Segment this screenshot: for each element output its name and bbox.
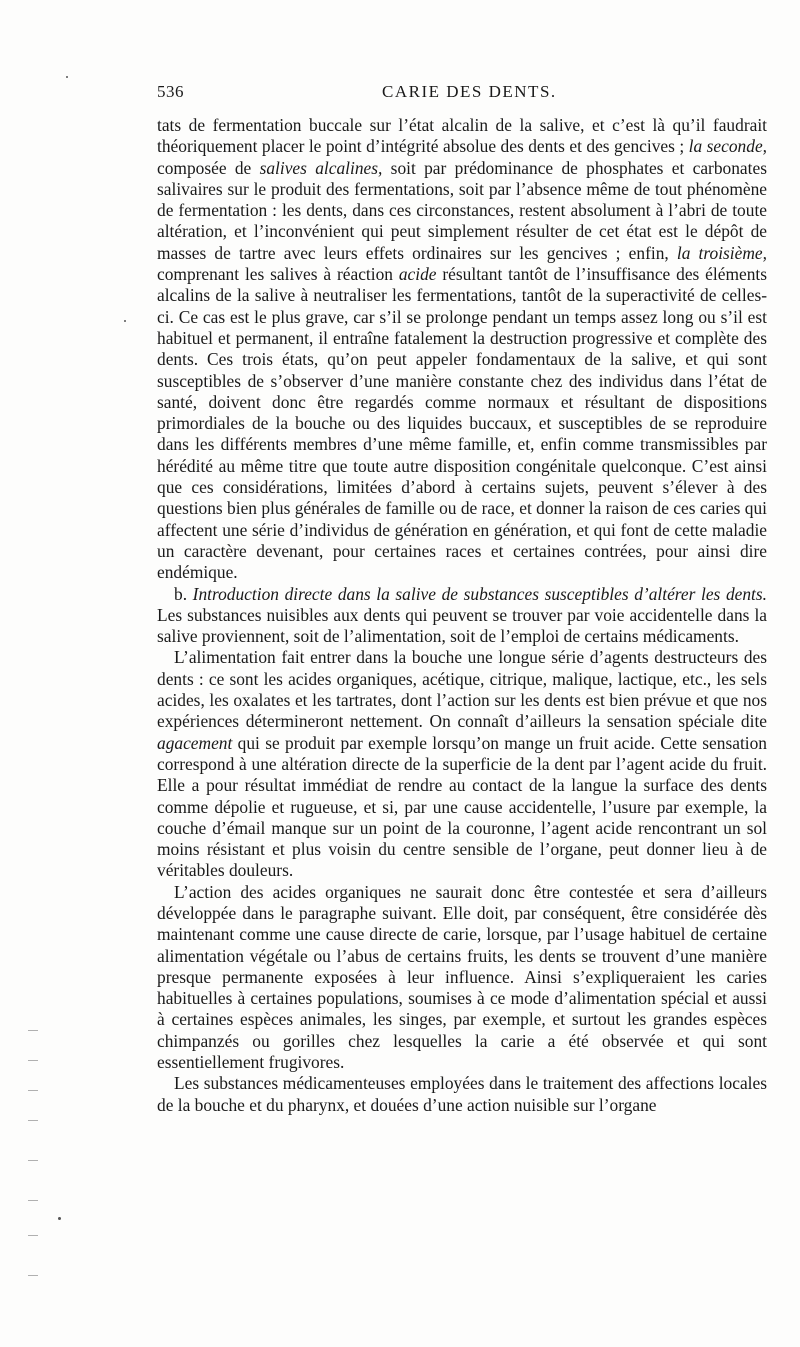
margin-dot (124, 320, 126, 322)
italic-text: acide (398, 264, 437, 285)
margin-mark (28, 1235, 38, 1236)
margin-mark (28, 1275, 38, 1276)
paragraph-p3 (157, 647, 767, 881)
paragraph-p4 (157, 882, 767, 1074)
margin-mark (28, 1060, 38, 1061)
text-run: tats de fermentation buccale sur l’état alcalin de la salive, et c’est là qu’il faudrait théoriquement placer le point d’intégrité absolue des dents et des gencives ; (157, 115, 767, 157)
paragraph-p5 (157, 1073, 767, 1116)
margin-dot (66, 76, 68, 78)
running-title: CARIE DES DENTS. (382, 82, 557, 101)
margin-dot (58, 1217, 61, 1220)
margin-mark (28, 1030, 38, 1031)
text-run: Les substances nuisibles aux dents qui peuvent se trouver par voie accidentelle dans la salive proviennent, soit de l’alimentation, soit de l’emploi de certains médicaments. (157, 604, 767, 647)
margin-mark (28, 1120, 38, 1121)
page-number: 536 (157, 82, 184, 101)
italic-text: salives alcalines, (259, 157, 383, 178)
italic-text: agacement (157, 732, 233, 753)
body-text (157, 115, 767, 1116)
text-run: comprenant les salives à réaction (157, 264, 399, 285)
text-run: L’action des acides organiques ne saurait donc être contestée et sera d’ailleurs développée dans le paragraphe suivant. Elle doit, par conséquent, être considérée dès maintenant comme une cause directe de carie, lorsque, par l’usage habituel de certaine alimentation végétale ou l’abus de certains fruits, les dents se trouvent d’une manière presque permanente exposées à leur influence. Ainsi s’expliqueraient les caries habituelles à certaines populations, soumises à ce mode d’alimentation spécial et aussi à certaines espèces animales, les singes, par exemple, et surtout les grandes espèces chimpanzés ou gorilles chez lesquelles la carie a été observée et qui sont essentiellement frugivores. (157, 881, 767, 1073)
paragraph-p2 (157, 584, 767, 648)
running-head (157, 82, 767, 106)
text-run: résultant tantôt de l’insuffisance des éléments alcalins de la salive à neutraliser les fermentations, tantôt de la superactivité de celles-ci. Ce cas est le plus grave, car s’il se prolonge pendant un temps assez long ou s’il est habituel et permanent, il entraîne fatalement la destruction progressive et complète des dents. Ces trois états, qu’on peut appeler fondamentaux de la salive, et qui sont susceptibles de s’observer d’une manière constante chez des individus dans l’état de santé, doivent donc être regardés comme normaux et résultant de dispositions primordiales de la bouche ou des liquides buccaux, et susceptibles de se reproduire dans les différents membres d’une même famille, et, enfin comme transmissibles par hérédité au même titre que toute autre disposition congénitale quelconque. C’est ainsi que ces considérations, limitées d’abord à certains sujets, peuvent s’élever à des questions bien plus générales de famille ou de race, et donner la raison de ces caries qui affectent une série d’individus de génération en génération, et qui font de cette maladie un caractère devenant, pour certaines races et certaines contrées, pour ainsi dire endémique. (157, 264, 767, 583)
text-run: b. (174, 583, 193, 604)
text-run: L’alimentation fait entrer dans la bouche une longue série d’agents destructeurs des dents : ce sont les acides organiques, acétique, citrique, malique, lactique, etc., les sels acides, les oxalates et les tartrates, dont l’action sur les dents est bien prévue et que nos expériences détermineront nettement. On connaît d’ailleurs la sensation spéciale dite (157, 647, 767, 732)
margin-mark (28, 1090, 38, 1091)
text-run: Les substances médicamenteuses employées dans le traitement des affections locales de la bouche et du pharynx, et douées d’une action nuisible sur l’organe (157, 1073, 767, 1115)
italic-text: Introduction directe dans la salive de substances susceptibles d’altérer les dents. (192, 583, 767, 604)
text-run: composée de (157, 157, 260, 178)
italic-text: la troisième, (676, 242, 767, 263)
paragraph-p1 (157, 115, 767, 584)
text-run: soit par prédominance de phosphates et carbonates salivaires sur le produit des fermentations, soit par l’absence même de tout phénomène de fermentation : les dents, dans ces circonstances, restent absolument à l’abri de toute altération, et l’inconvénient qui peut simplement résulter de cet état est le dépôt de masses de tartre avec leurs effets ordinaires sur les gencives ; enfin, (157, 157, 767, 263)
italic-text: la seconde, (688, 136, 768, 157)
margin-mark (28, 1160, 38, 1161)
margin-mark (28, 1200, 38, 1201)
text-run: qui se produit par exemple lorsqu’on mange un fruit acide. Cette sensation correspond à une altération directe de la superficie de la dent par l’agent acide du fruit. Elle a pour résultat immédiat de rendre au contact de la langue la surface des dents comme dépolie et rugueuse, et si, par une cause accidentelle, l’usure par exemple, la couche d’émail manque sur un point de la couronne, l’agent acide rencontrant un sol moins résistant et plus voisin du centre sensible de l’organe, peut donner lieu à de véritables douleurs. (157, 732, 767, 881)
